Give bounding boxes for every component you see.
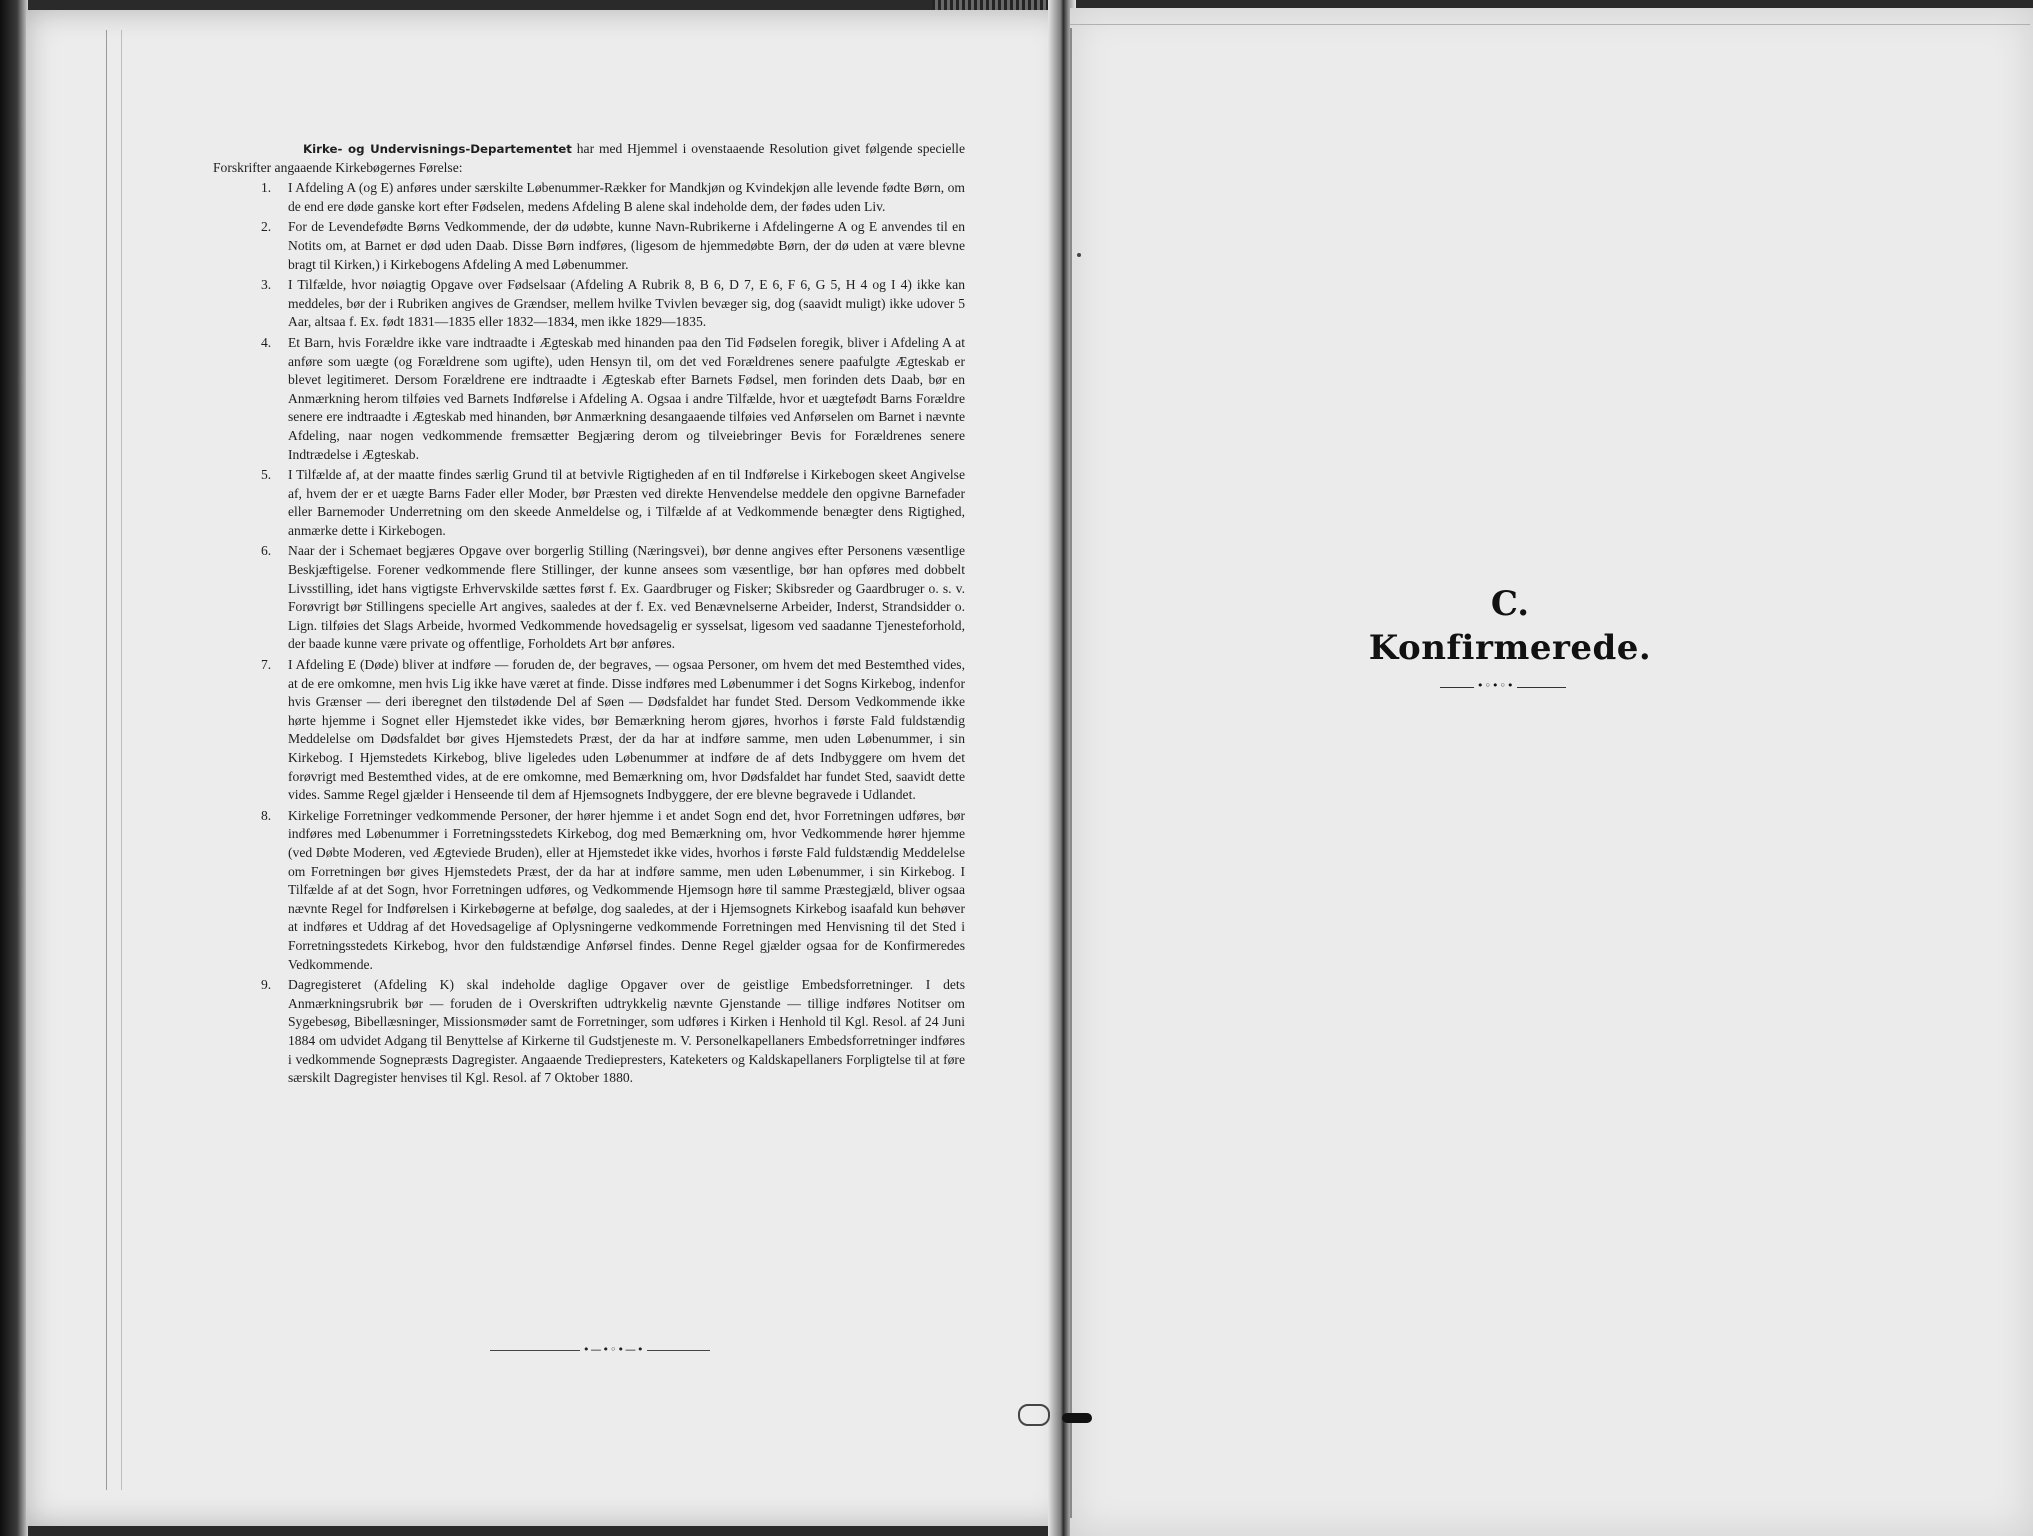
regulation-item (213, 976, 965, 1088)
intro-text: har med Hjemmel i ovenstaaende Resolution givet følgende specielle Forskrifter angaaende Kirkebøgernes Førelse: (213, 141, 965, 175)
section-title: Konfirmerede. (1368, 628, 1652, 668)
ink-blot (1062, 1413, 1092, 1423)
item-text: Et Barn, hvis Forældre ikke vare indtraadte i Ægteskab med hinanden paa den Tid Fødselen foregik, bliver i Afdeling A at anføre som uægte (og Forældrene som ugifte), uden Hensyn til, om det ved Forældrenes senere paafulgte Ægteskab er blevet legitimeret. Dersom Forældrene ere indtraadte i Ægteskab efter Barnets Fødsel, men forinden dets Daab, bør en Anmærkning herom tilføies ved Barnets Indførelse i Afdeling A. Ogsaa i andre Tilfælde, hvor et uægtefødt Barns Forældre senere ere indtraadte i Ægteskab med hinanden, bør Anmærkning desangaaende tilføies ved Anførselen om Barnet i nævnte Afdeling, naar nogen vedkommende fremsætter Begjæring derom og tilveiebringer Bevis for Forældrenes senere Indtrædelse i Ægteskab. (288, 334, 965, 462)
regulation-item (213, 542, 965, 654)
item-text: I Tilfælde, hvor nøiagtig Opgave over Fødselsaar (Afdeling A Rubrik 8, B 6, D 7, E 6, F 6, G 5, H 4 og I 4) ikke kan meddeles, bør der i Rubriken angives de Grændser, mellem hvilke Tvivlen bevæger sig, dog (saavidt muligt) ikke udover 5 Aar, altsaa f. Ex. født 1831—1835 eller 1832—1834, men ikke 1829—1835. (288, 277, 965, 330)
department-name: Kirke- og Undervisnings-Departementet (303, 142, 572, 156)
regulation-item (213, 807, 965, 974)
item-text: For de Levendefødte Børns Vedkommende, der dø udøbte, kunne Navn-Rubrikerne i Afdelingerne A og E anvendes til en Notits om, at Barnet er død uden Daab. Disse Børn indføres, (ligesom de hjemmedøbte Børn, der dø uden at være blevne bragt til Kirken,) i Kirkebogens Afdeling A med Løbenummer. (288, 219, 965, 272)
item-text: Kirkelige Forretninger vedkommende Personer, der hører hjemme i et andet Sogn end det, hvor Forretningen udføres, bør indføres med Løbenummer i Forretningsstedets Kirkebog, dog med Bemærkning om, hvor Vedkommende hører hjemme (ved Døbte Moderen, ved Ægteviede Bruden), eller at Hjemstedet ikke vides, hvorhos i første Fald fuldstændig Meddelelse om Forretningen bør gives Hjemstedets Præst, der da har at indføre samme, men uden Løbenummer, i sin Kirkebog. I Tilfælde af at det Sogn, hvor Forretningen udføres, og Vedkommende Hjemsogn høre til samme Præstegjæld, bliver ogsaa nævnte Regel for Indførelsen i Kirkebøgerne at befølge, dog saaledes, at der i Hjemsognets Kirkebog isaafald kun behøver at indføres et Uddrag af det Hovedsagelige af Oplysningerne vedkommende Forretningen med Henvisning til det Sted i Forretningsstedets Kirkebog, hvor den fuldstændige Anførsel findes. Denne Regel gjælder ogsaa for de Konfirmeredes Vedkommende. (288, 807, 965, 972)
item-text: Naar der i Schemaet begjæres Opgave over borgerlig Stilling (Næringsvei), bør denne angives efter Personens væsentlige Beskjæftigelse. Forener vedkommende flere Stillinger, der kunne ansees som væsentlige, bør han opføres med dobbelt Livsstilling, idet hans vigtigste Erhvervskilde sættes først f. Ex. Gaardbruger og Fisker; Skibsreder og Gaardbruger o. s. v. Forøvrigt bør Stillingens specielle Art angives, saaledes at der f. Ex. ved Benævnelserne Arbeider, Inderst, Strandsidder o. Lign. tilføies det Slags Arbeide, hvormed Vedkommende hovedsagelig er sysselsat, ligesom ved saadanne Tjenesteforhold, der baade kunne være private og offentlige, Forholdets Art bør anføres. (288, 543, 965, 652)
item-number: 7. (261, 657, 272, 673)
item-number: 1. (261, 180, 272, 196)
regulation-item (213, 276, 965, 332)
item-number: 8. (261, 807, 272, 823)
item-text: I Tilfælde af, at der maatte findes særlig Grund til at betvivle Rigtigheden af en til Indførelse i Kirkebogen skeet Angivelse af, hvem der er et uægte Barns Fader eller Moder, bør Præsten ved direkte Henvendelse meddele den opgivne Barnefader eller Barnemoder Underretning om den skeede Anmeldelse og, i Tilfælde af at Vedkommende benægter dens Rigtighed, anmærke dette i Kirkebogen. (288, 467, 965, 538)
paper-clip-mark (1018, 1404, 1050, 1426)
regulation-item (213, 656, 965, 805)
right-page-margin-rule (1070, 28, 1072, 1518)
regulation-item (213, 466, 965, 540)
item-text: Dagregisteret (Afdeling K) skal indeholde daglige Opgaver over de geistlige Embedsforretninger. I dets Anmærkningsrubrik bør — foruden de i Overskriften udtrykkelig nævnte Gjenstande — tillige indføres Notitser om Sygebesøg, Bibellæsninger, Missionsmøder samt de Forretninger, som udføres i Kirken i Henhold til Kgl. Resol. af 24 Juni 1884 om udvidet Adgang til Benyttelse af Kirkerne til Gudstjeneste m. V. Personelkapellaners Embedsforretninger indføres i vedkommende Sognepræsts Dagregister. Angaaende Trediepresters, Kateketers og Kaldskapellaners Forpligtelse til at føre særskilt Dagregister henvises til Kgl. Resol. af 7 Oktober 1880. (288, 977, 965, 1086)
right-page (1070, 8, 2033, 1536)
title-ornament (1440, 679, 1566, 692)
regulations-text (213, 140, 965, 1090)
left-page-rule-inner (121, 30, 122, 1490)
right-page-top-rule (1070, 24, 2030, 25)
item-number: 2. (261, 219, 272, 235)
item-number: 3. (261, 277, 272, 293)
section-letter: C. (1490, 584, 1530, 624)
regulation-item (213, 218, 965, 274)
item-text: I Afdeling E (Døde) bliver at indføre — foruden de, der begraves, — ogsaa Personer, om hvem det med Bestemthed vides, at de ere omkomne, men hvis Lig ikke have været at finde. Disse indføres med Løbenummer i det Sogns Kirkebog, indenfor hvis Grænser — deri iberegnet den tilstødende Del af Søen — Dødsfaldet har fundet Sted. Dersom Vedkommende ikke hørte hjemme i Sognet eller Hjemstedet ikke vides, bør Bemærkning herom gjøres, hvorhos i første Fald fuldstændig Meddelelse om Dødsfaldet bør gives Hjemstedets Præst, der da har at indføre samme, men uden Løbenummer, i sin Kirkebog. I Hjemstedets Kirkebog, blive ligeledes uden Løbenummer at indføre de af dets Indbyggere om hvem det forøvrigt med Bestemthed vides, at de ere omkomne, med Bemærkning om, hvor Dødsfaldet har fundet Sted, saavidt dette vides. Samme Regel gjælder i Henseende til dem af Hjemsognets Indbyggere, der ere blevne begravede i Udlandet. (288, 657, 965, 803)
ink-dot (1077, 253, 1081, 257)
item-number: 5. (261, 467, 272, 483)
ornament-glyphs: •◦•◦• (1474, 679, 1517, 692)
regulation-item (213, 179, 965, 216)
left-page-rule (106, 30, 107, 1490)
item-number: 9. (261, 977, 272, 993)
left-binding-shadow (0, 0, 28, 1536)
binding-edge (932, 0, 1052, 10)
regulation-item (213, 334, 965, 464)
item-number: 4. (261, 334, 272, 350)
intro-paragraph (213, 140, 965, 177)
end-ornament (490, 1343, 710, 1356)
ornament-glyphs: •—•◦•—• (580, 1343, 647, 1356)
item-number: 6. (261, 543, 272, 559)
item-text: I Afdeling A (og E) anføres under særskilte Løbenummer-Rækker for Mandkjøn og Kvindekjøn alle levende fødte Børn, om de end ere døde ganske kort efter Fødselen, medens Afdeling B alene skal indeholde dem, der fødes uden Liv. (288, 180, 965, 214)
